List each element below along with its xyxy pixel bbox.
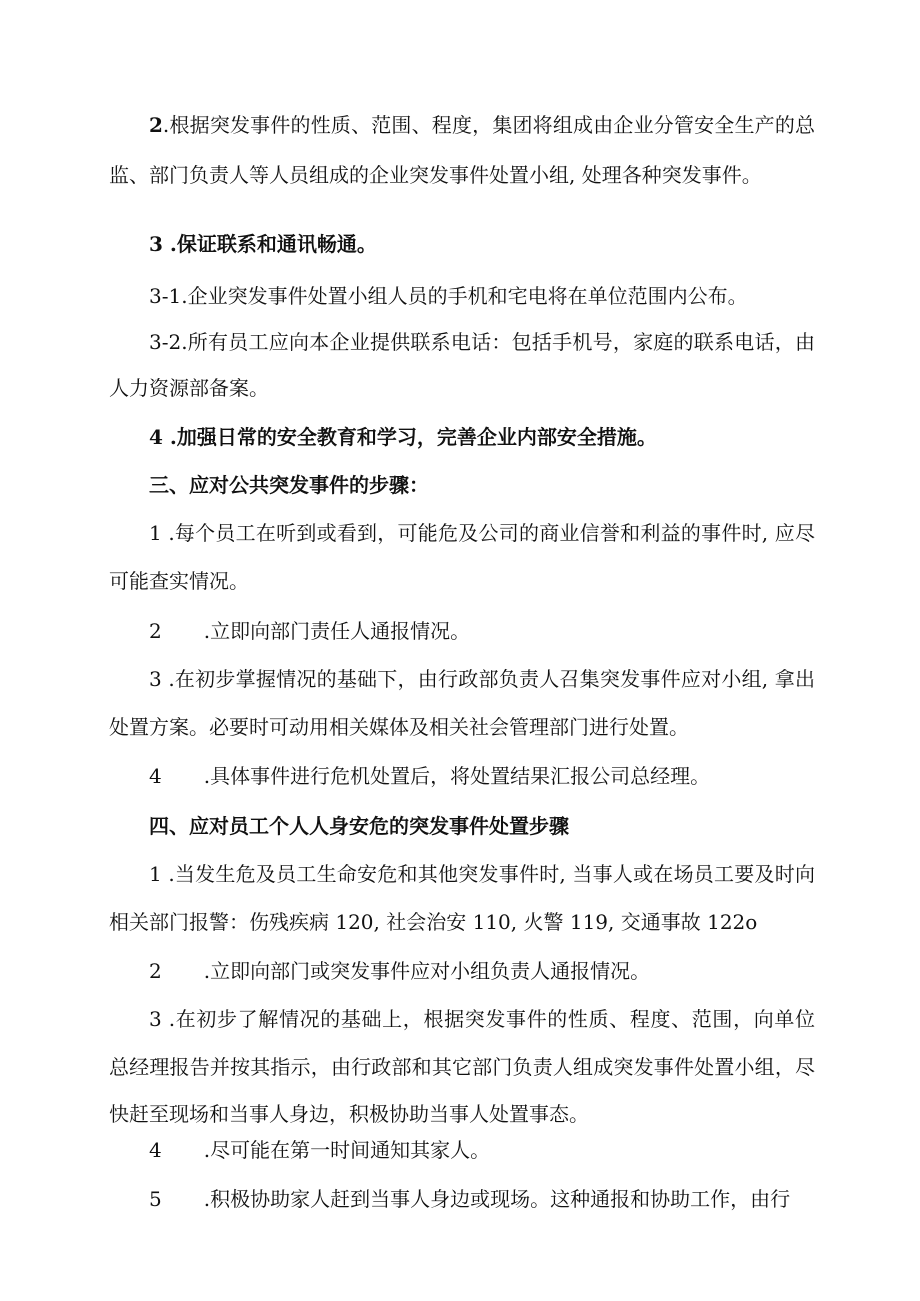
paragraph-line	[149, 282, 815, 310]
line-text: 处置方案。必要时可动用相关媒体及相关社会管理部门进行处置。	[109, 715, 689, 739]
paragraph-line	[149, 617, 815, 645]
section-heading	[149, 423, 815, 451]
line-text: .根据突发事件的性质、范围、程度，集团将组成由企业分管安全生产的总	[162, 113, 815, 137]
paragraph-line	[149, 328, 815, 356]
line-text: .尽可能在第一时间通知其家人。	[203, 1138, 491, 1162]
paragraph-line	[149, 957, 815, 985]
paragraph-line	[149, 860, 815, 888]
item-number: 4	[149, 425, 163, 449]
item-number: 1	[149, 862, 162, 886]
line-text: .保证联系和通讯畅通。	[162, 232, 377, 256]
paragraph-line	[109, 161, 815, 189]
line-text: 监、部门负责人等人员组成的企业突发事件处置小组, 处理各种突发事件。	[109, 163, 762, 187]
line-text: 相关部门报警：伤残疾病 120, 社会治安 110, 火警 119, 交通事故 122o	[109, 910, 758, 934]
line-text: 四、应对员工个人人身安危的突发事件处置步骤	[149, 814, 569, 838]
line-text: 人力资源部备案。	[109, 376, 269, 400]
item-number: 4	[149, 764, 162, 788]
line-text: .在初步了解情况的基础上，根据突发事件的性质、程度、范围，向单位	[161, 1007, 815, 1031]
paragraph-line	[109, 1053, 815, 1081]
paragraph-line	[149, 665, 815, 693]
section-heading	[149, 471, 815, 499]
item-number: 2	[149, 113, 163, 137]
item-number: 3	[149, 667, 162, 691]
line-text: 总经理报告并按其指示，由行政部和其它部门负责人组成突发事件处置小组，尽	[109, 1055, 815, 1079]
item-number: 1	[149, 521, 162, 545]
paragraph-line	[149, 519, 815, 547]
paragraph-line	[109, 1100, 815, 1128]
paragraph-line	[109, 908, 815, 936]
line-text: .立即向部门责任人通报情况。	[203, 619, 471, 643]
line-text: .当发生危及员工生命安危和其他突发事件时, 当事人或在场员工要及时向	[161, 862, 815, 886]
line-text: 3-2.所有员工应向本企业提供联系电话：包括手机号，家庭的联系电话，由	[149, 330, 815, 354]
section-heading	[149, 812, 815, 840]
paragraph-line	[149, 1136, 815, 1164]
item-number: 4	[149, 1138, 162, 1162]
paragraph-line	[109, 713, 815, 741]
line-text: .在初步掌握情况的基础下，由行政部负责人召集突发事件应对小组, 拿出	[161, 667, 815, 691]
line-text: .积极协助家人赶到当事人身边或现场。这种通报和协助工作，由行	[203, 1187, 791, 1211]
line-text: .每个员工在听到或看到，可能危及公司的商业信誉和利益的事件时, 应尽	[161, 521, 815, 545]
line-text: .具体事件进行危机处置后，将处置结果汇报公司总经理。	[203, 764, 711, 788]
item-number: 3	[149, 1007, 162, 1031]
line-text: .立即向部门或突发事件应对小组负责人通报情况。	[203, 959, 651, 983]
paragraph-line	[149, 1005, 815, 1033]
line-text: 3-1.企业突发事件处置小组人员的手机和宅电将在单位范围内公布。	[149, 284, 748, 308]
line-text: 可能查实情况。	[109, 569, 249, 593]
item-number: 3	[149, 232, 163, 256]
paragraph-line	[149, 1185, 815, 1213]
paragraph-line	[109, 374, 815, 402]
paragraph-line	[149, 111, 815, 139]
line-text: 快赶至现场和当事人身边，积极协助当事人处置事态。	[109, 1102, 589, 1126]
section-heading	[149, 230, 815, 258]
item-number: 2	[149, 619, 162, 643]
paragraph-line	[149, 762, 815, 790]
item-number: 2	[149, 959, 162, 983]
line-text: .加强日常的安全教育和学习，完善企业内部安全措施。	[162, 425, 657, 449]
item-number: 5	[149, 1187, 162, 1211]
paragraph-line	[109, 567, 815, 595]
line-text: 三、应对公共突发事件的步骤：	[149, 473, 429, 497]
